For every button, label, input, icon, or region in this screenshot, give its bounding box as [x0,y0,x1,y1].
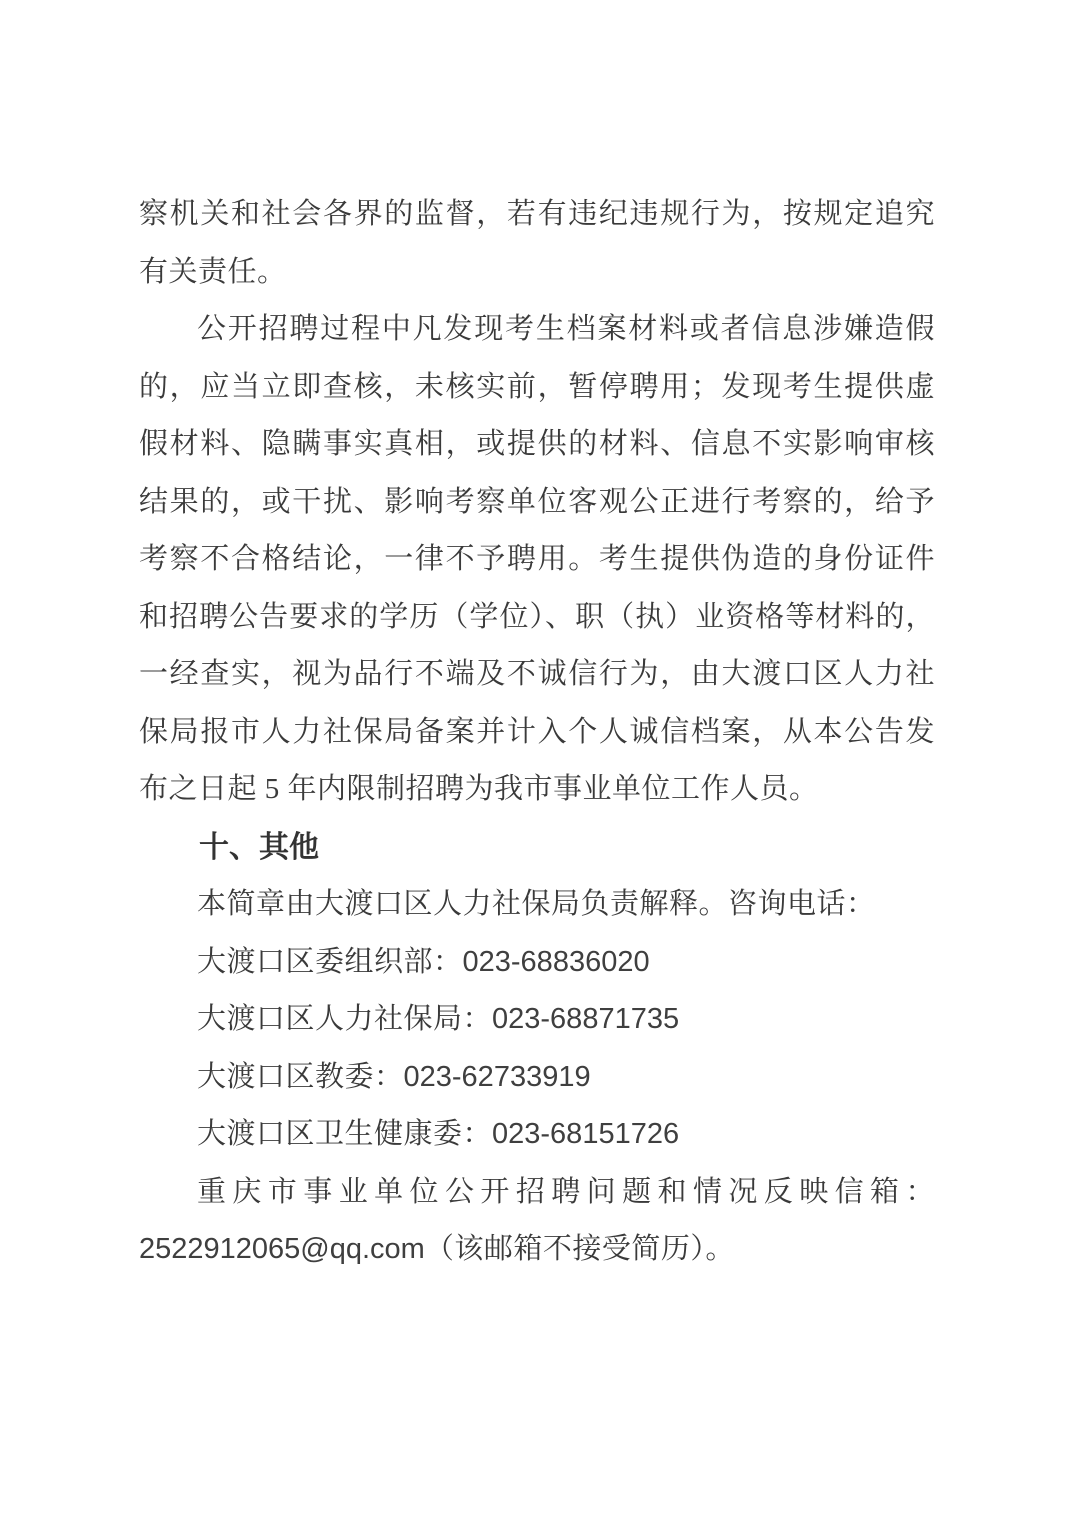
contact-phone: 023-68151726 [492,1118,680,1150]
mailbox-lead-text: 重庆市事业单位公开招聘问题和情况反映信箱： [197,1175,935,1208]
contact-line-hr-bureau [139,991,935,1049]
contact-phone: 023-68836020 [462,945,650,978]
mailbox-email-address: 2522912065@qq.com [139,1233,425,1265]
contact-line-education-committee [139,1049,935,1107]
contact-label: 大渡口区人力社保局： [197,1003,493,1035]
contact-label: 大渡口区教委： [197,1060,404,1093]
contact-label: 大渡口区委组织部： [197,945,463,978]
mailbox-tail-text: （该邮箱不接受简历）。 [424,1233,735,1265]
paragraph-feedback-mailbox [139,1164,935,1279]
contact-phone: 023-68871735 [492,1003,680,1035]
paragraph-interpretation: 本简章由大渡口区人力社保局负责解释。咨询电话： [197,888,876,920]
document-content [139,186,935,1279]
contact-label: 大渡口区卫生健康委： [197,1118,493,1150]
contact-line-org-department [139,934,935,992]
contact-phone: 023-62733919 [403,1060,591,1093]
paragraph-supervision-continuation: 察机关和社会各界的监督，若有违纪违规行为，按规定追究有关责任。 [139,198,935,288]
paragraph-fraud-policy: 公开招聘过程中凡发现考生档案材料或者信息涉嫌造假的，应当立即查核，未核实前，暂停聘用；发现考生提供虚假材料、隐瞒事实真相，或提供的材料、信息不实影响审核结果的，或干扰、影响考察单位客观公正进行考察的，给予考察不合格结论，一律不予聘用。考生提供伪造的身份证件和招聘公告要求的学历（学位）、职（执）业资格等材料的，一经查实，视为品行不端及不诚信行为，由大渡口区人力社保局报市人力社保局备案并计入个人诚信档案，从本公告发布之日起 5 年内限制招聘为我市事业单位工作人员。 [139,313,935,805]
contact-line-health-committee [139,1106,935,1164]
section-heading-other: 十、其他 [199,830,319,864]
